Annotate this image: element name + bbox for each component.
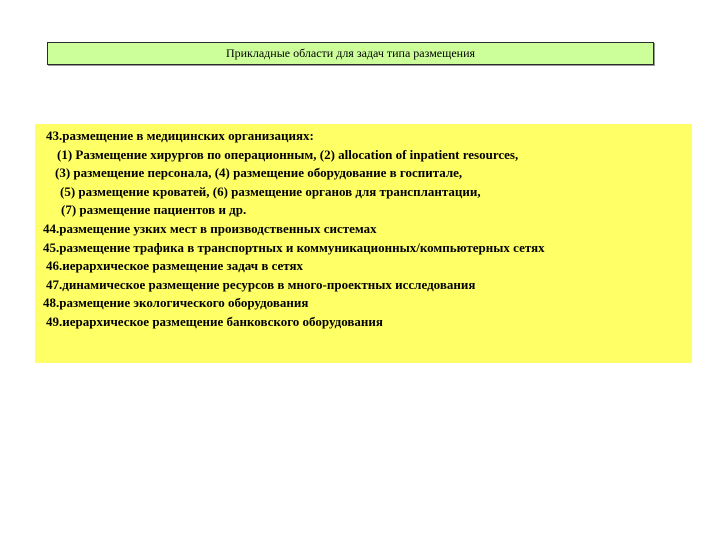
list-item-45: 45.размещение трафика в транспортных и коммуникационных/компьютерных сетях — [43, 239, 545, 255]
list-item-43: 43.размещение в медицинских организациях: — [46, 128, 314, 143]
slide-title: Прикладные области для задач типа размещения — [225, 46, 476, 60]
list-subitem-3-4: (3) размещение персонала, (4) размещение оборудование в госпитале, — [55, 165, 463, 181]
list-subitem-5-6: (5) размещение кроватей, (6) размещение органов для трансплантации, — [60, 183, 481, 199]
list-item-46: 46.иерархическое размещение задач в сетях — [46, 258, 304, 274]
list-item-48: 48.размещение экологического оборудования — [43, 295, 309, 311]
list-item-49: 49.иерархическое размещение банковского оборудования — [46, 313, 383, 329]
content-box — [35, 124, 692, 363]
slide-title-bar — [47, 42, 654, 65]
list-item-44: 44.размещение узких мест в производственных системах — [43, 220, 377, 236]
list-subitem-7: (7) размещение пациентов и др. — [61, 202, 247, 218]
list-subitem-1-2: (1) Размещение хирургов по операционным, (2) allocation of inpatient resources, — [57, 146, 519, 162]
list-item-47: 47.динамическое размещение ресурсов в много-проектных исследования — [46, 276, 476, 292]
